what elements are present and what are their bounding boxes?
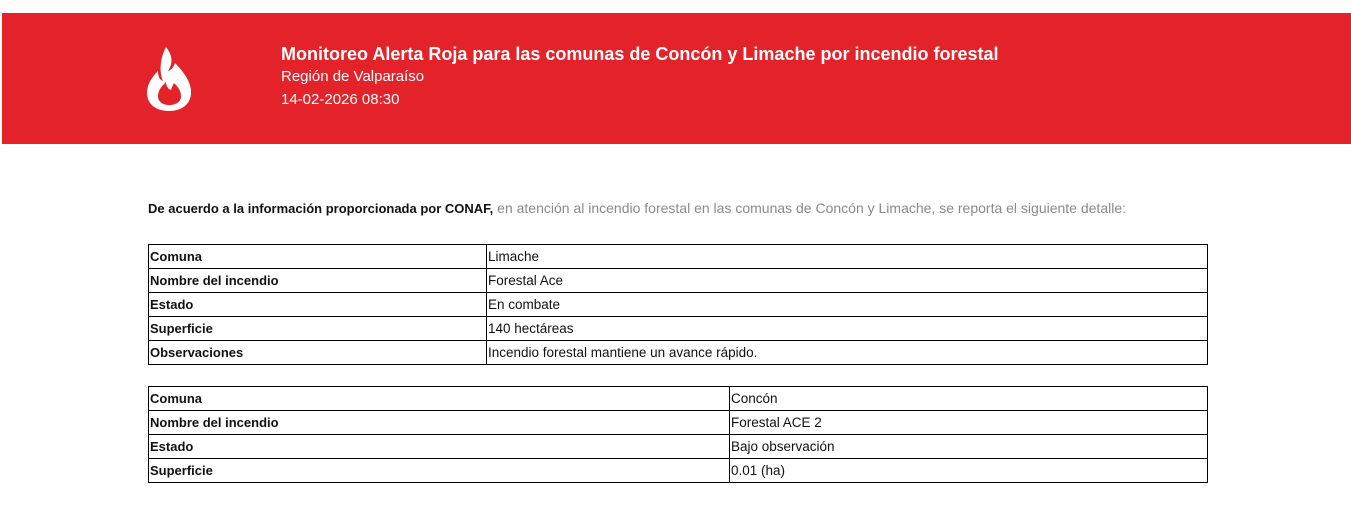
table-row xyxy=(149,435,1208,459)
row-value-nombre: Forestal ACE 2 xyxy=(730,411,1208,435)
row-value-comuna: Concón xyxy=(730,387,1208,411)
fire-icon xyxy=(144,46,194,112)
table-row xyxy=(149,411,1208,435)
alert-title: Monitoreo Alerta Roja para las comunas de Concón y Limache por incendio forestal xyxy=(281,44,999,64)
intro-source: De acuerdo a la información proporcionada por CONAF, xyxy=(148,201,494,216)
row-value-nombre: Forestal Ace xyxy=(487,269,1208,293)
banner-text xyxy=(281,42,998,112)
fire-detail-table-limache xyxy=(148,244,1208,365)
row-label-comuna: Comuna xyxy=(149,387,730,411)
row-value-superficie: 0.01 (ha) xyxy=(730,459,1208,483)
table-row xyxy=(149,269,1208,293)
table-row xyxy=(149,387,1208,411)
fire-detail-table-concon xyxy=(148,386,1208,483)
alert-datetime: 14-02-2026 08:30 xyxy=(281,91,400,108)
row-label-nombre: Nombre del incendio xyxy=(149,269,487,293)
row-value-comuna: Limache xyxy=(487,245,1208,269)
intro-paragraph xyxy=(148,199,1126,218)
table-row xyxy=(149,293,1208,317)
alert-region: Región de Valparaíso xyxy=(281,68,425,85)
table-row xyxy=(149,245,1208,269)
row-value-estado: En combate xyxy=(487,293,1208,317)
row-label-superficie: Superficie xyxy=(149,459,730,483)
row-label-estado: Estado xyxy=(149,293,487,317)
intro-text: en atención al incendio forestal en las comunas de Concón y Limache, se reporta el siguiente detalle: xyxy=(493,200,1127,216)
row-label-nombre: Nombre del incendio xyxy=(149,411,730,435)
table-row xyxy=(149,317,1208,341)
row-value-superficie: 140 hectáreas xyxy=(487,317,1208,341)
row-label-superficie: Superficie xyxy=(149,317,487,341)
table-row xyxy=(149,341,1208,365)
row-label-observaciones: Observaciones xyxy=(149,341,487,365)
row-value-estado: Bajo observación xyxy=(730,435,1208,459)
row-value-observaciones: Incendio forestal mantiene un avance rápido. xyxy=(487,341,1208,365)
table-row xyxy=(149,459,1208,483)
row-label-estado: Estado xyxy=(149,435,730,459)
row-label-comuna: Comuna xyxy=(149,245,487,269)
alert-banner xyxy=(2,13,1351,144)
